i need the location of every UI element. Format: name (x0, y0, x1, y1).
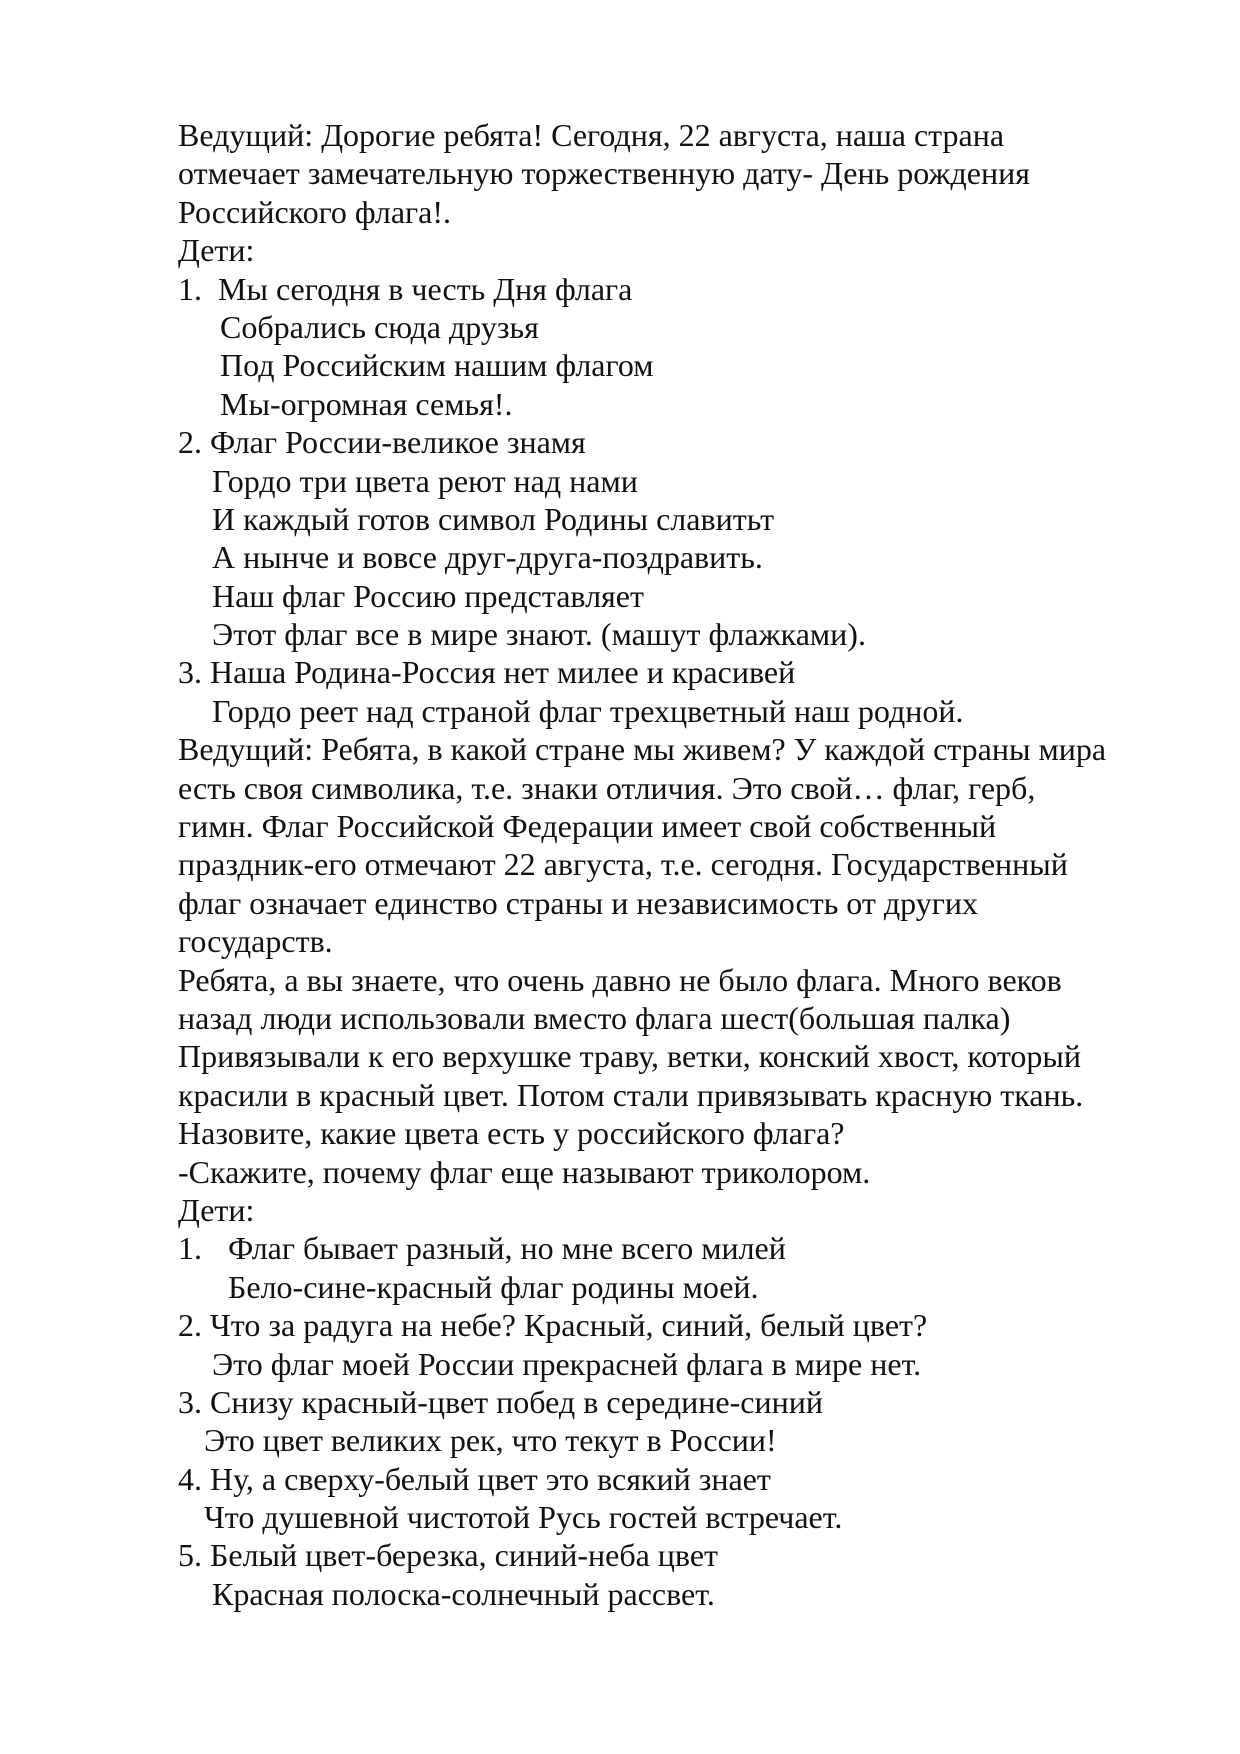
verse-text: Мы сегодня в честь Дня флага (218, 270, 633, 307)
verse-text: Флаг бывает разный, но мне всего милей (228, 1230, 786, 1267)
text-line: гимн. Флаг Российской Федерации имеет свой собственный (178, 808, 997, 845)
list-number: 1. (178, 1230, 202, 1267)
text-line: государств. (178, 923, 333, 960)
verse-line: 3. Снизу красный-цвет побед в середине-синий (178, 1383, 823, 1420)
verse-line: Бело-сине-красный флаг родины моей. (228, 1268, 759, 1305)
verse-line (178, 270, 1178, 308)
verse-line: И каждый готов символ Родины славитьт (212, 500, 775, 537)
text-line: Ведущий: Ребята, в какой стране мы живем? У каждой страны мира (178, 731, 1107, 768)
text-line: Ведущий: Дорогие ребята! Сегодня, 22 августа, наша страна (178, 117, 1005, 153)
text-line: -Скажите, почему флаг еще называют триколором. (178, 1153, 871, 1190)
verse-line: Это флаг моей России прекрасней флага в мире нет. (212, 1345, 922, 1382)
speaker-label: Дети: (178, 1191, 255, 1228)
text-line: отмечает замечательную торжественную дату- День рождения (178, 155, 1030, 192)
verse-line: Красная полоска-солнечный рассвет. (212, 1575, 715, 1612)
list-number: 1. (178, 270, 202, 307)
text-line: Назовите, какие цвета есть у российского флага? (178, 1115, 845, 1152)
text-line: Ребята, а вы знаете, что очень давно не было флага. Много веков (178, 961, 1062, 998)
verse-line: 3. Наша Родина-Россия нет милее и красивей (178, 654, 796, 691)
verse-line: 5. Белый цвет-березка, синий-неба цвет (178, 1537, 719, 1574)
text-line: есть своя символика, т.е. знаки отличия. Это свой… флаг, герб, (178, 769, 1036, 806)
verse-line: Это цвет великих рек, что текут в России! (204, 1422, 777, 1459)
verse-line: Мы-огромная семья!. (220, 385, 513, 422)
text-line: красили в красный цвет. Потом стали привязывать красную ткань. (178, 1076, 1084, 1113)
verse-line: Этот флаг все в мире знают. (машут флажками). (212, 616, 866, 653)
verse-line: 2. Что за радуга на небе? Красный, синий, белый цвет? (178, 1307, 928, 1344)
text-line: Российского флага!. (178, 193, 451, 230)
verse-line: 4. Ну, а сверху-белый цвет это всякий знает (178, 1460, 771, 1497)
text-line: Привязывали к его верхушке траву, ветки, конский хвост, который (178, 1038, 1081, 1075)
text-line: назад люди использовали вместо флага шест(большая палка) (178, 999, 1011, 1036)
verse-line: Под Российским нашим флагом (220, 347, 654, 384)
verse-line: А нынче и вовсе друг-друга-поздравить. (212, 539, 763, 576)
speaker-label: Дети: (178, 232, 255, 269)
text-line: флаг означает единство страны и независимость от других (178, 884, 978, 921)
text-line: праздник-его отмечают 22 августа, т.е. сегодня. Государственный (178, 846, 1068, 883)
verse-line: Гордо реет над страной флаг трехцветный наш родной. (212, 692, 964, 729)
document-body (178, 116, 1178, 1613)
verse-line: Гордо три цвета реют над нами (212, 462, 638, 499)
verse-line: Наш флаг Россию представляет (212, 577, 644, 614)
verse-line: Собрались сюда друзья (220, 308, 539, 345)
verse-line: 2. Флаг России-великое знамя (178, 424, 586, 461)
verse-line (178, 1229, 1178, 1267)
verse-line: Что душевной чистотой Русь гостей встречает. (204, 1499, 843, 1536)
